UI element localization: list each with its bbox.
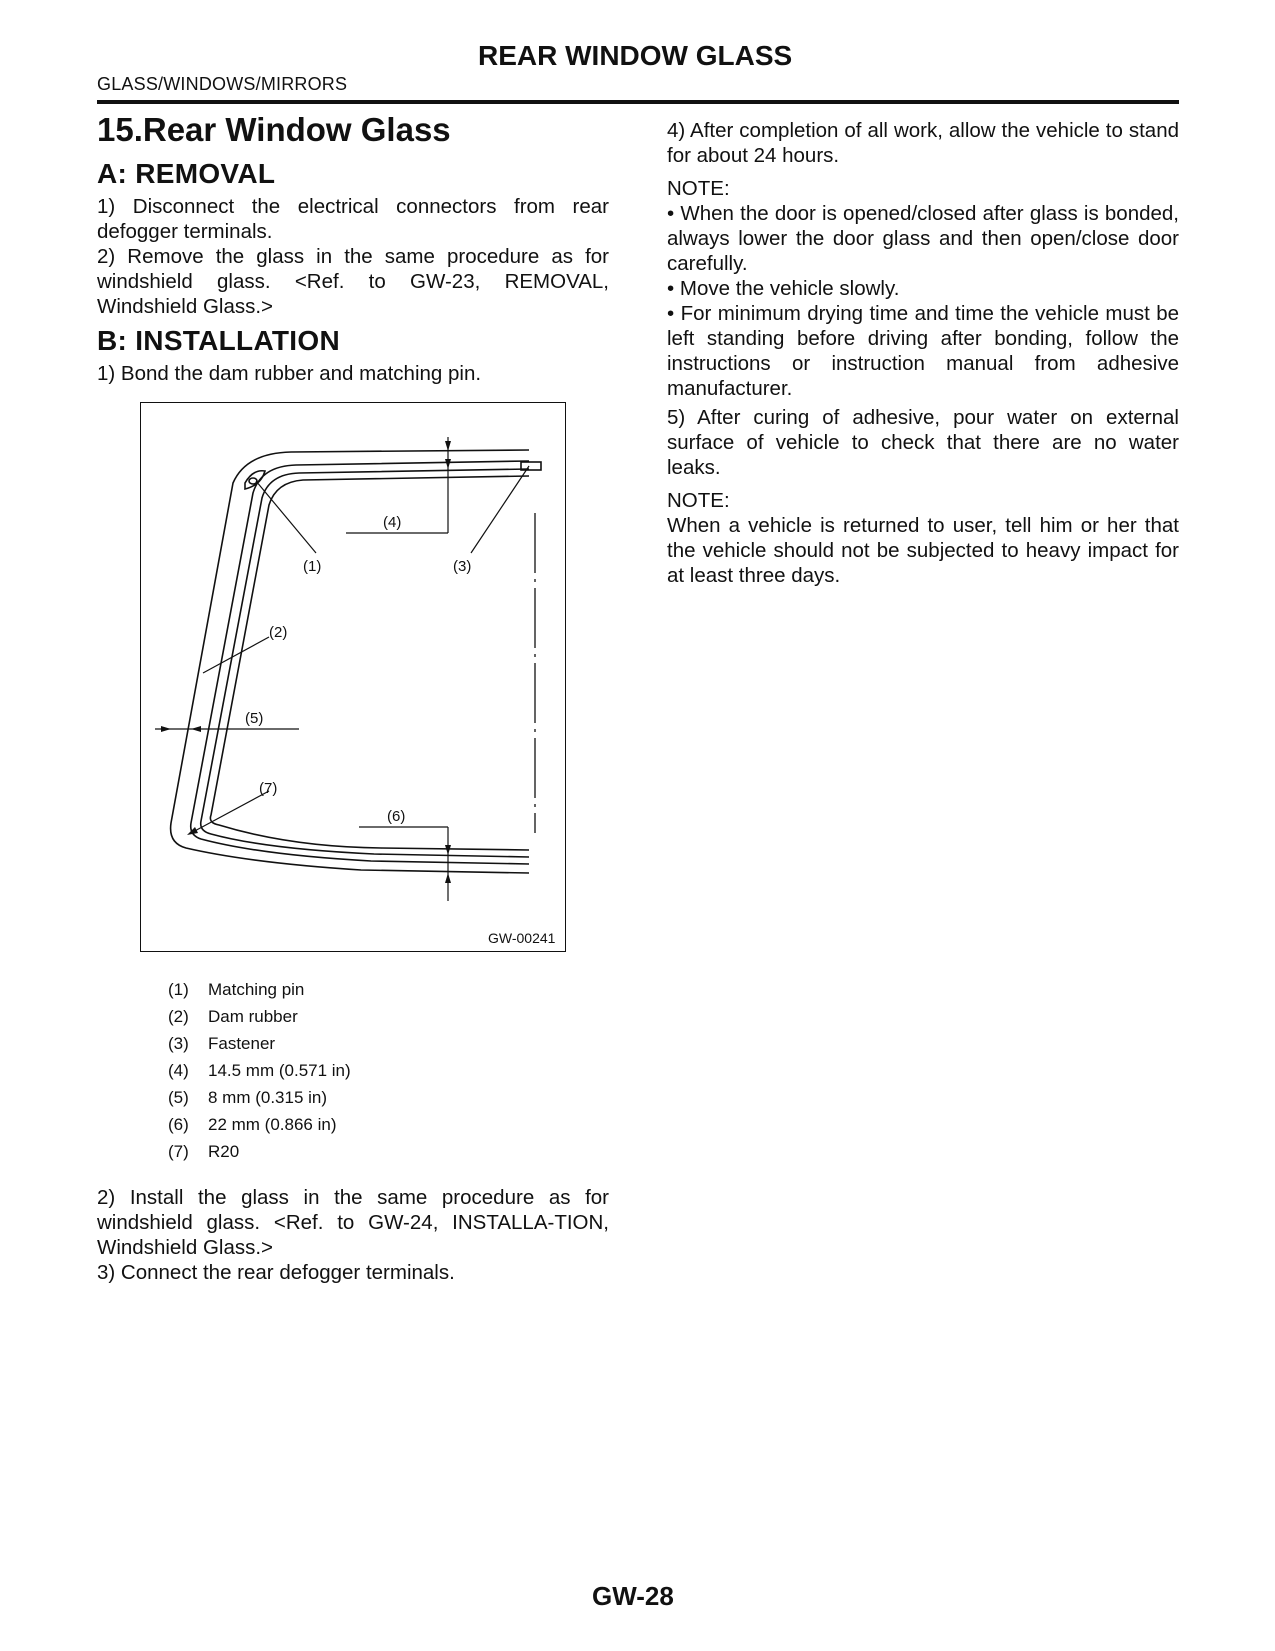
installation-step-2: 2) Install the glass in the same procedure as for windshield glass. <Ref. to GW-24, INSTALLA-TION, Windshield Glass.> (97, 1186, 609, 1259)
header-divider (97, 100, 1179, 104)
legend-item: (1) Matching pin (168, 980, 305, 999)
note-1-bullet: • When the door is opened/closed after glass is bonded, always lower the door glass and then open/close door carefully. (667, 202, 1179, 275)
right-column (667, 118, 1179, 588)
callout-6: (6) (387, 808, 406, 825)
installation-step-5: 5) After curing of adhesive, pour water on external surface of vehicle to check that there are no water leaks. (667, 406, 1179, 479)
removal-step-2: 2) Remove the glass in the same procedure as for windshield glass. <Ref. to GW-23, REMOVAL, Windshield Glass.> (97, 245, 609, 318)
installation-step-3: 3) Connect the rear defogger terminals. (97, 1261, 455, 1284)
legend-item: (2) Dam rubber (168, 1007, 298, 1026)
note-2-label: NOTE: (667, 489, 730, 512)
page-number: GW-28 (592, 1581, 674, 1611)
callout-5: (5) (245, 710, 264, 727)
removal-step-1: 1) Disconnect the electrical connectors from rear defogger terminals. (97, 195, 609, 243)
legend-item: (3) Fastener (168, 1034, 276, 1053)
legend-item: (7) R20 (168, 1142, 240, 1161)
installation-continued (97, 1185, 609, 1285)
figure-code: GW-00241 (488, 930, 556, 946)
doc-title: 15.Rear Window Glass (97, 111, 451, 148)
dam-rubber-inner (201, 469, 529, 857)
dam-rubber-outer (191, 461, 529, 864)
callout-2: (2) (269, 624, 288, 641)
note-2-text: When a vehicle is returned to user, tell him or her that the vehicle should not be subjected to heavy impact for at least three days. (667, 514, 1179, 587)
page-header-title: REAR WINDOW GLASS (478, 40, 793, 71)
section-label: GLASS/WINDOWS/MIRRORS (97, 74, 348, 94)
installation-step-4: 4) After completion of all work, allow the vehicle to stand for about 24 hours. (667, 119, 1179, 167)
figure-legend (168, 980, 351, 1169)
callout-1: (1) (303, 558, 322, 575)
legend-item: (6) 22 mm (0.866 in) (168, 1115, 337, 1134)
note-1-bullet: • Move the vehicle slowly. (667, 277, 900, 300)
legend-item: (4) 14.5 mm (0.571 in) (168, 1061, 351, 1080)
callout-4: (4) (383, 514, 402, 531)
rear-window-diagram (140, 402, 566, 952)
installation-step-1: 1) Bond the dam rubber and matching pin. (97, 362, 482, 385)
left-column (97, 110, 609, 386)
note-1-label: NOTE: (667, 177, 730, 200)
note-1-bullet: • For minimum drying time and time the vehicle must be left standing before driving after bonding, follow the instructions or instruction manual from adhesive manufacturer. (667, 302, 1179, 400)
callout-3: (3) (453, 558, 472, 575)
callout-7: (7) (259, 780, 278, 797)
installation-heading: B: INSTALLATION (97, 325, 340, 356)
diagram-svg (141, 403, 567, 953)
legend-item: (5) 8 mm (0.315 in) (168, 1088, 328, 1107)
removal-heading: A: REMOVAL (97, 158, 276, 189)
